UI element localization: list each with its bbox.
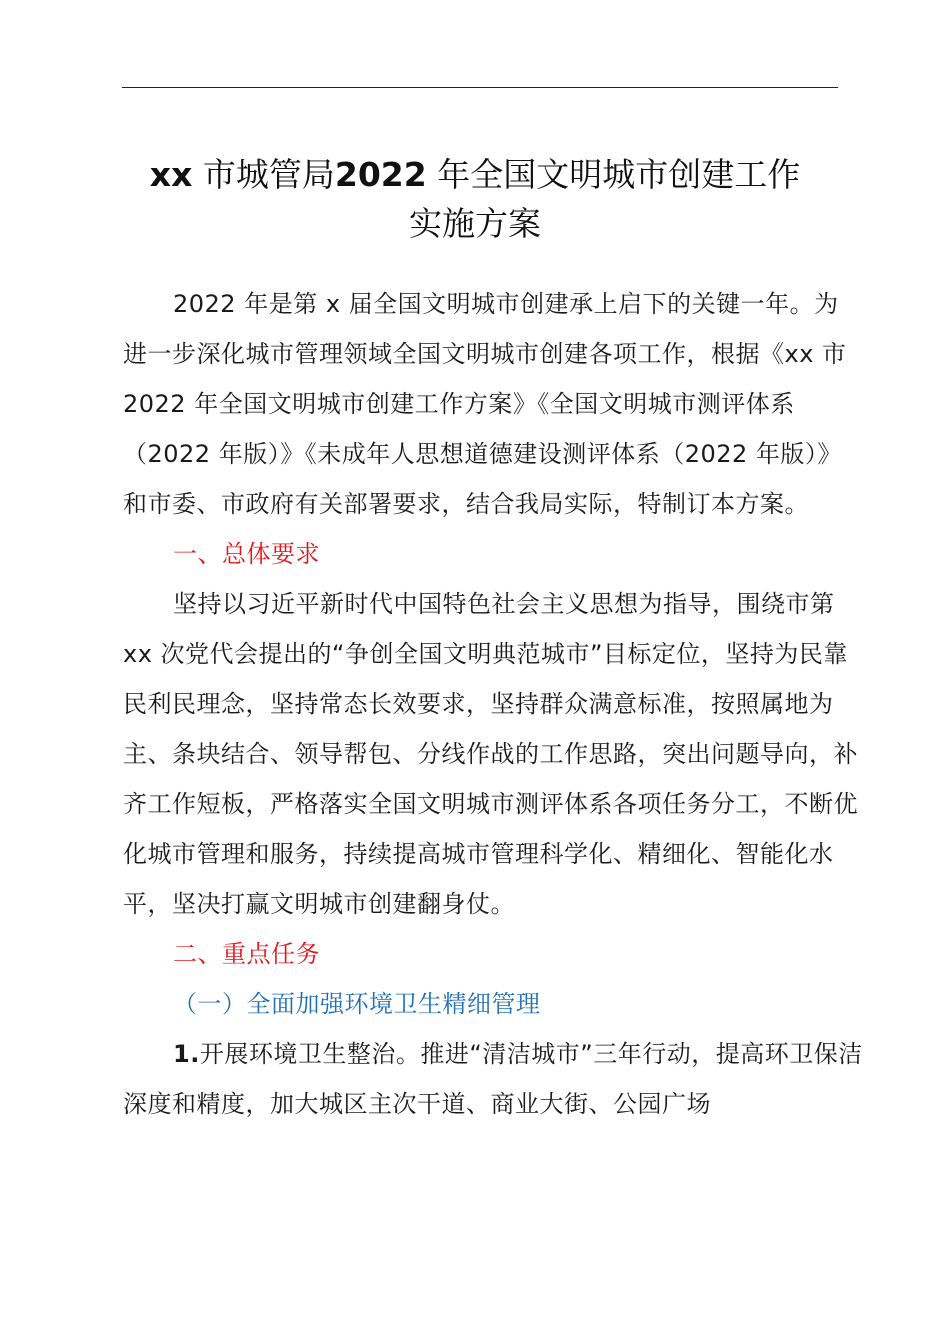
title-prefix: xx [149,155,193,194]
title-year: 2022 [334,155,427,194]
section-heading-overall-requirements: 一、总体要求 [173,540,320,568]
title-line-1 [0,150,950,199]
subsection-heading-environment: （一）全面加强环境卫生精细管理 [173,990,541,1018]
section1-paragraph: 坚持以习近平新时代中国特色社会主义思想为指导，围绕市第 xx 次党代会提出的“争创全国文明典范城市”目标定位，坚持为民靠民利民理念，坚持常态长效要求，坚持群众满意标准，按照属地为主、条块结合、领导帮包、分线作战的工作思路，突出问题导向，补齐工作短板，严格落实全国文明城市测评体系各项任务分工，不断优化城市管理和服务，持续提高城市管理科学化、精细化、智能化水平，坚决打赢文明城市创建翻身仗。 [123,590,858,918]
item-1-text: 开展环境卫生整治。推进“清洁城市”三年行动，提高环卫保洁深度和精度，加大城区主次干道、商业大街、公园广场 [123,1040,863,1118]
title-line-2: 实施方案 [409,204,541,243]
section-heading-key-tasks: 二、重点任务 [173,940,320,968]
item-1-number: 1. [173,1040,200,1068]
document-body [123,279,863,1129]
title-part1: 市城管局 [202,155,335,194]
header-rule [122,87,838,88]
title-part2: 年全国文明城市创建工作 [437,155,801,194]
intro-paragraph: 2022 年是第 x 届全国文明城市创建承上启下的关键一年。为进一步深化城市管理领域全国文明城市创建各项工作，根据《xx 市 2022 年全国文明城市创建工作方案》《全国文明城市测评体系（2022 年版）》《未成年人思想道德建设测评体系（2022 年版）》和市委、市政府有关部署要求，结合我局实际，特制订本方案。 [123,290,847,518]
item-1-paragraph [123,1029,863,1129]
document-title [0,150,950,248]
